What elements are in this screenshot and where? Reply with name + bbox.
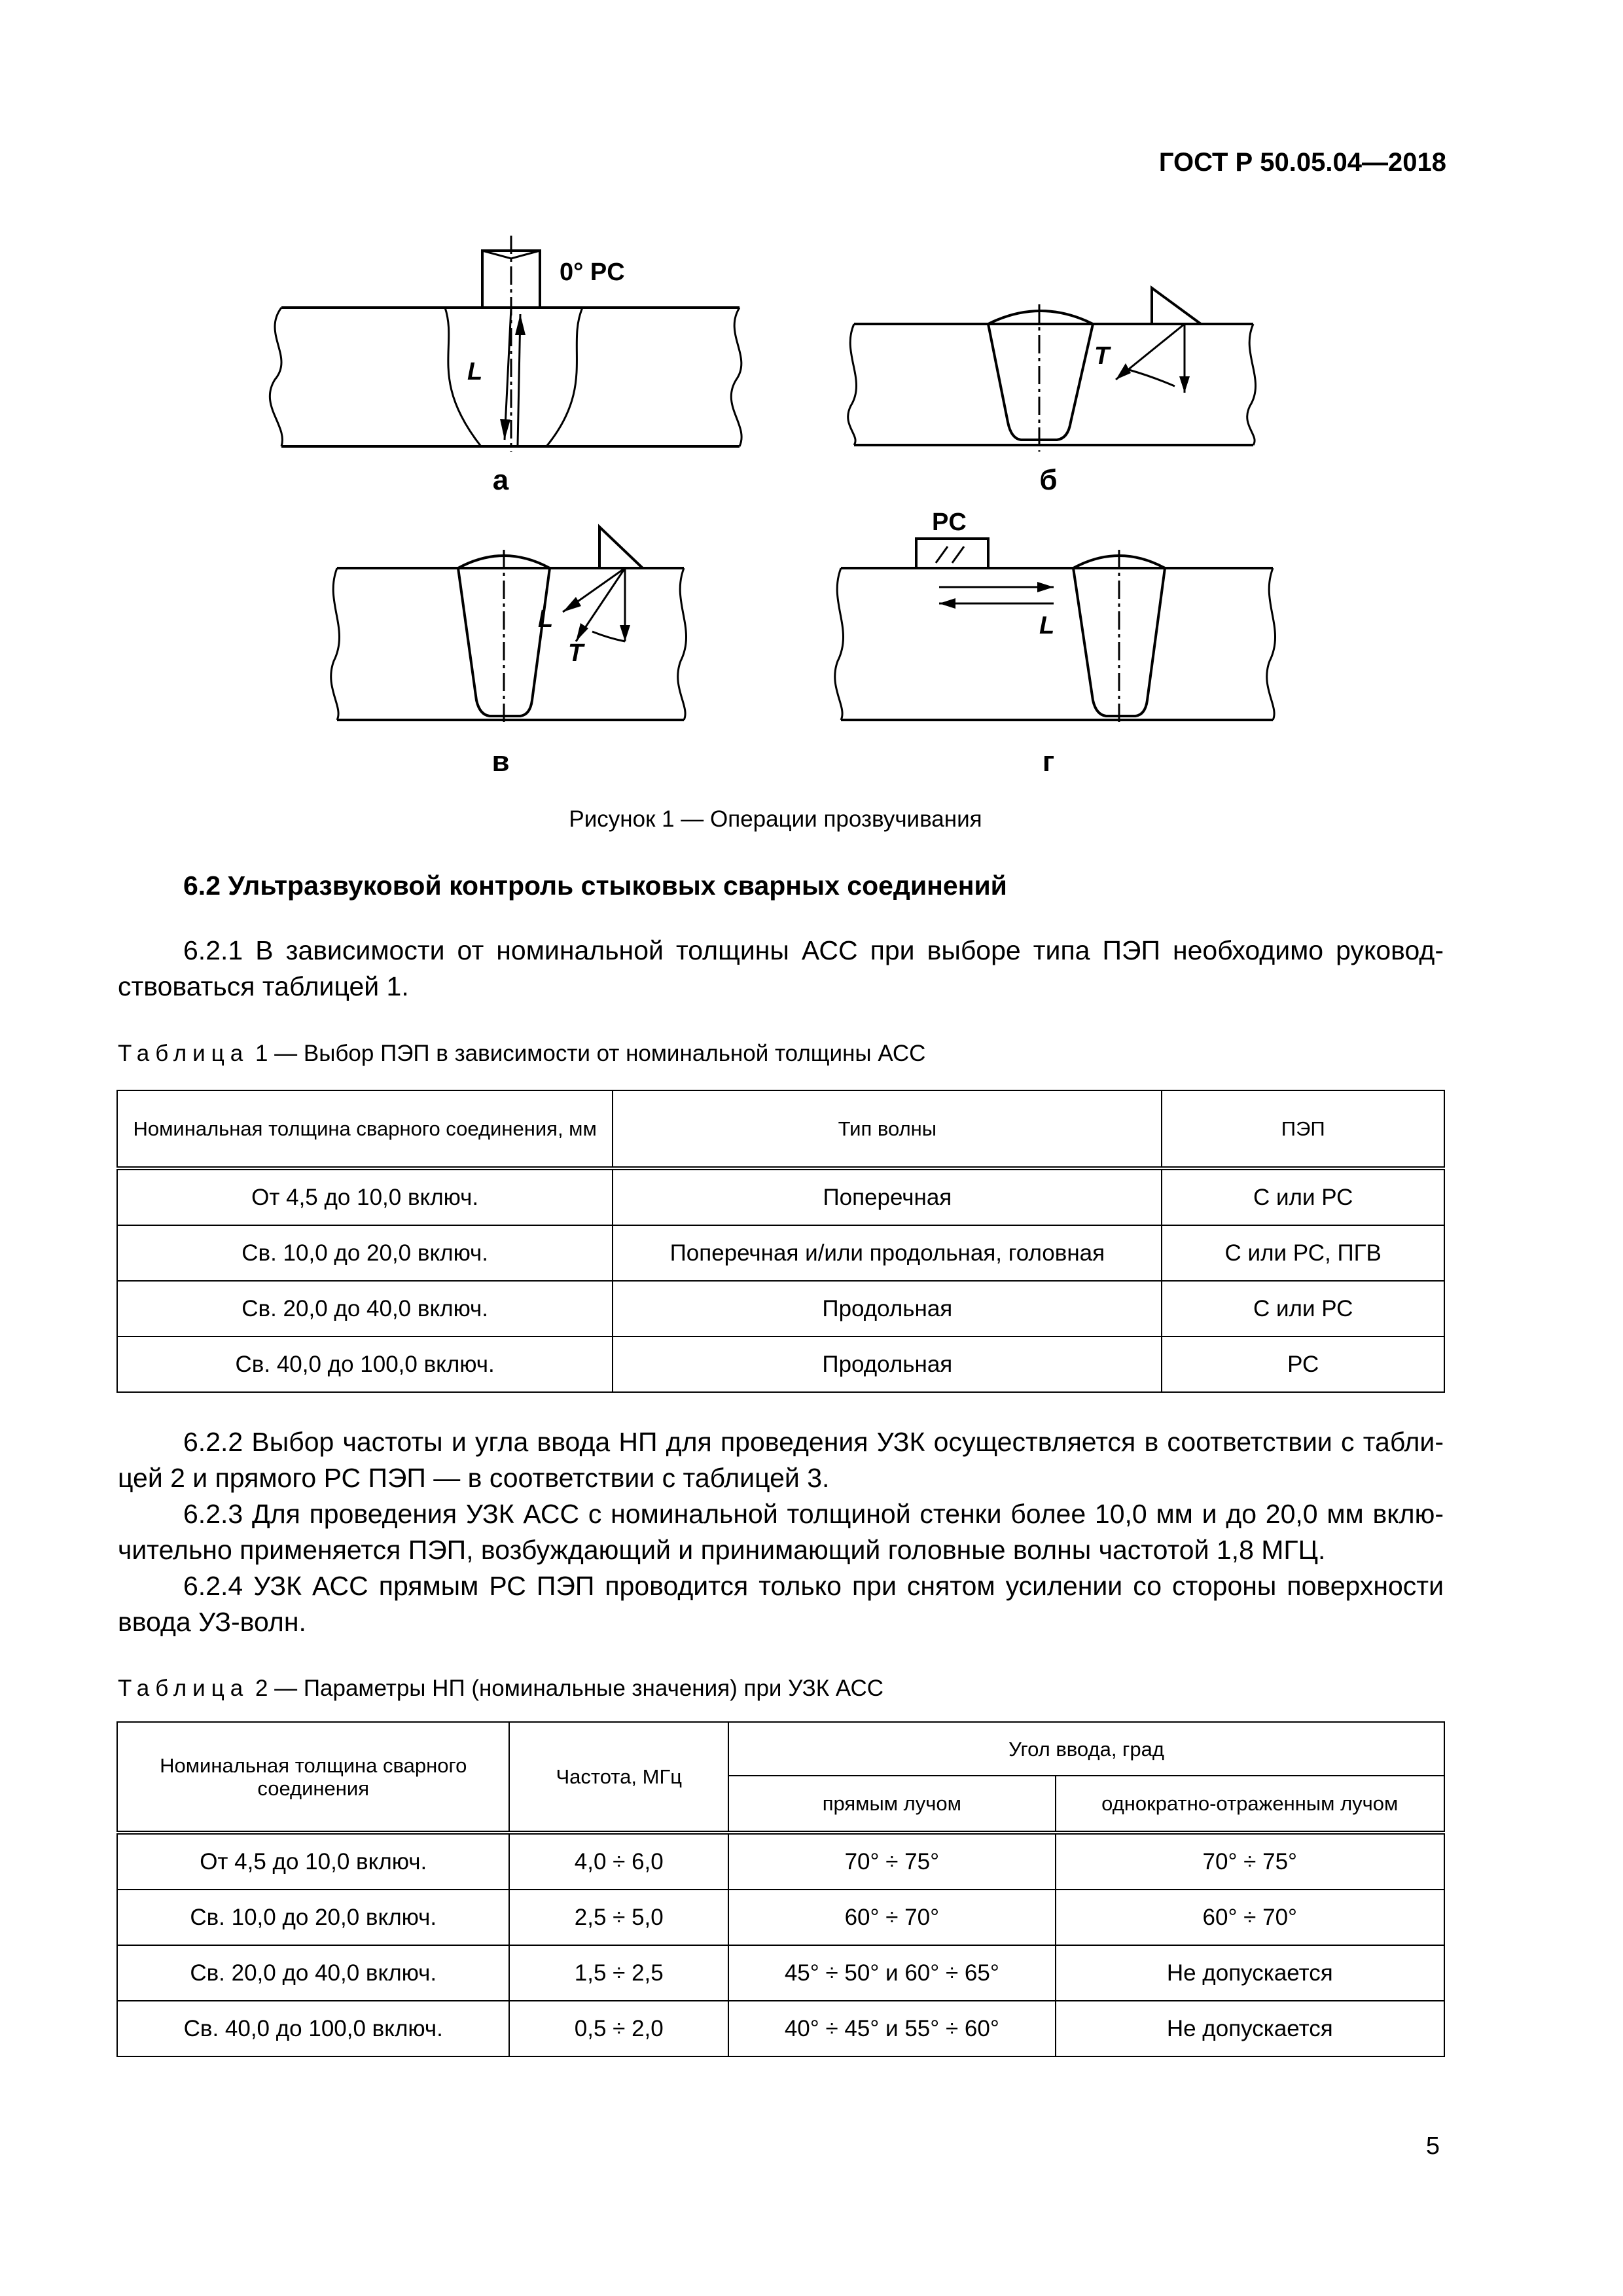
table-2-cell: От 4,5 до 10,0 включ. — [117, 1833, 509, 1890]
table-2-cell: 2,5 ÷ 5,0 — [509, 1890, 728, 1945]
table-1-cell: Св. 10,0 до 20,0 включ. — [117, 1225, 613, 1281]
panel-a-drawing — [270, 236, 741, 452]
table-2-cell: 70° ÷ 75° — [1056, 1833, 1444, 1890]
panel-b-wave-label: T — [1094, 342, 1110, 370]
document-header: ГОСТ Р 50.05.04—2018 — [1158, 148, 1446, 177]
table-2-cell: Не допускается — [1056, 2001, 1444, 2056]
panel-b-label: б — [1039, 464, 1058, 496]
table-2-cell: 70° ÷ 75° — [728, 1833, 1055, 1890]
table-row — [117, 1281, 1444, 1336]
table-1-header-probe: ПЭП — [1162, 1090, 1444, 1168]
paragraph-6-2-3: 6.2.3 Для проведения УЗК АСС с номинальной толщиной стенки более 10,0 мм и до 20,0 мм включительно применяется ПЭП, возбуждающий и принимающий головные волны частотой 1,8 МГЦ. — [118, 1499, 1444, 1565]
table-2-header-reflected: однократно-отраженным лучом — [1056, 1776, 1444, 1833]
table-2-cell: Св. 10,0 до 20,0 включ. — [117, 1890, 509, 1945]
table-2-header-row-1 — [117, 1722, 1444, 1776]
table-2-cell: 4,0 ÷ 6,0 — [509, 1833, 728, 1890]
table-1-title-text: 1 — Выбор ПЭП в зависимости от номинальной толщины АСС — [249, 1041, 926, 1066]
paragraph-6-2-4: 6.2.4 УЗК АСС прямым РС ПЭП проводится только при снятом усилении со стороны поверхности ввода УЗ-волн. — [118, 1571, 1444, 1637]
table-1-cell: Продольная — [613, 1336, 1162, 1392]
paragraph-6-2-2: 6.2.2 Выбор частоты и угла ввода НП для проведения УЗК осуществляется в соответствии с таблицей 2 и прямого РС ПЭП — в соответствии с таблицей 3. — [118, 1427, 1444, 1493]
panel-v-drawing — [331, 527, 687, 726]
panel-b-drawing — [848, 288, 1256, 452]
table-2-cell: Св. 20,0 до 40,0 включ. — [117, 1945, 509, 2001]
table-1-cell: Св. 20,0 до 40,0 включ. — [117, 1281, 613, 1336]
table-1-title — [118, 1041, 925, 1067]
table-1-header-wave: Тип волны — [613, 1090, 1162, 1168]
table-1-cell: С или РС — [1162, 1281, 1444, 1336]
table-2-cell: 1,5 ÷ 2,5 — [509, 1945, 728, 2001]
table-2-header-angle: Угол ввода, град — [728, 1722, 1444, 1776]
panel-g-label: г — [1042, 745, 1055, 778]
table-1 — [116, 1090, 1445, 1393]
table-1-cell: С или РС, ПГВ — [1162, 1225, 1444, 1281]
panel-a-probe-label: 0° PC — [560, 259, 625, 286]
table-row — [117, 1225, 1444, 1281]
table-row — [117, 1168, 1444, 1225]
page-number: 5 — [1425, 2132, 1440, 2160]
table-2-cell: 40° ÷ 45° и 55° ÷ 60° — [728, 2001, 1055, 2056]
figure-1-drawing — [0, 0, 1623, 798]
table-2-cell: 60° ÷ 70° — [728, 1890, 1055, 1945]
table-1-cell: С или РС — [1162, 1168, 1444, 1225]
table-1-cell: РС — [1162, 1336, 1444, 1392]
table-2-cell: Св. 40,0 до 100,0 включ. — [117, 2001, 509, 2056]
table-row — [117, 1336, 1444, 1392]
panel-g-wave-label: L — [1039, 612, 1055, 639]
table-1-header-row — [117, 1090, 1444, 1168]
panel-a-label: а — [492, 464, 509, 496]
panel-g-drawing — [835, 539, 1275, 726]
table-2-cell: Не допускается — [1056, 1945, 1444, 2001]
table-row — [117, 2001, 1444, 2056]
figure-1 — [0, 0, 1623, 802]
table-2-cell: 0,5 ÷ 2,0 — [509, 2001, 728, 2056]
table-2-header-thickness: Номинальная толщина сварного соединения — [117, 1722, 509, 1833]
table-row — [117, 1945, 1444, 2001]
panel-a-wave-label: L — [467, 358, 483, 386]
table-2-title-text: 2 — Параметры НП (номинальные значения) при УЗК АСС — [249, 1676, 884, 1701]
table-row — [117, 1833, 1444, 1890]
paragraph-6-2-1: 6.2.1 В зависимости от номинальной толщины АСС при выборе типа ПЭП необходимо руководствоваться таблицей 1. — [118, 935, 1444, 1001]
table-1-cell: От 4,5 до 10,0 включ. — [117, 1168, 613, 1225]
table-1-cell: Поперечная — [613, 1168, 1162, 1225]
table-1-header-thickness: Номинальная толщина сварного соединения, мм — [117, 1090, 613, 1168]
table-2-cell: 45° ÷ 50° и 60° ÷ 65° — [728, 1945, 1055, 2001]
panel-v-wave-label-1: L — [538, 605, 554, 633]
figure-caption: Рисунок 1 — Операции прозвучивания — [569, 806, 982, 832]
panel-v-label: в — [491, 745, 510, 778]
panel-v-wave-label-2: T — [568, 639, 584, 667]
table-2-title-word: Таблица — [118, 1676, 249, 1701]
table-2-title — [118, 1676, 883, 1702]
table-2-header-frequency: Частота, МГц — [509, 1722, 728, 1833]
table-1-cell: Св. 40,0 до 100,0 включ. — [117, 1336, 613, 1392]
table-1-title-word: Таблица — [118, 1041, 249, 1066]
section-title: 6.2 Ультразвуковой контроль стыковых сварных соединений — [183, 870, 1007, 901]
table-row — [117, 1890, 1444, 1945]
table-2-cell: 60° ÷ 70° — [1056, 1890, 1444, 1945]
table-2 — [116, 1721, 1445, 2057]
panel-g-probe-label: PC — [932, 509, 967, 536]
table-1-cell: Продольная — [613, 1281, 1162, 1336]
table-1-cell: Поперечная и/или продольная, головная — [613, 1225, 1162, 1281]
table-2-header-direct: прямым лучом — [728, 1776, 1055, 1833]
